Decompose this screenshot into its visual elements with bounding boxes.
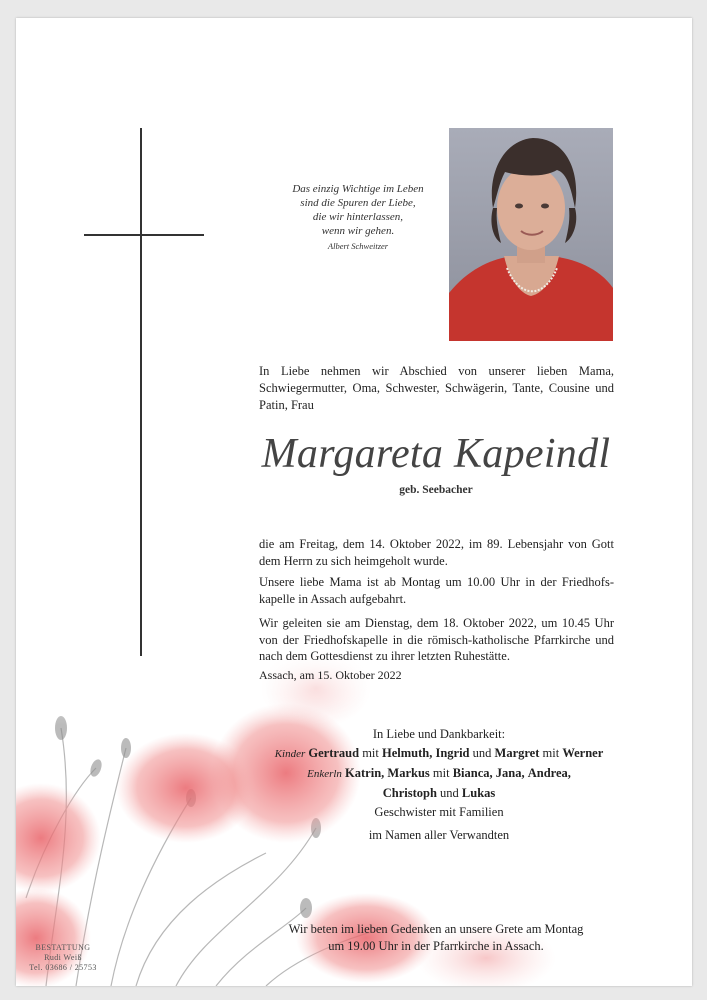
connector-word: und — [440, 786, 459, 800]
child-name: Margret — [494, 746, 540, 760]
grandchild-name: Lukas — [461, 786, 496, 800]
connector-word: und — [472, 746, 492, 760]
stamp-line: Rudi Weiß — [44, 953, 82, 962]
grandchild-name: Bianca, — [452, 766, 493, 780]
grandchild-name: Jana, — [495, 766, 525, 780]
funeral-home-stamp — [24, 943, 102, 973]
grandchildren-label: Enkerln — [307, 768, 342, 780]
quote — [248, 182, 468, 253]
portrait-photo — [449, 128, 613, 341]
grandchild-name: Andrea, — [527, 766, 571, 780]
children-line — [254, 744, 624, 764]
child-name: Helmuth, — [381, 746, 433, 760]
prayer-notice — [256, 921, 616, 955]
quote-line: wenn wir gehen. — [321, 225, 395, 237]
prayer-line: um 19.00 Uhr in der Pfarrkirche in Assach. — [328, 939, 544, 953]
intro-text: In Liebe nehmen wir Abschied von unserer lieben Mama, Schwiegermutter, Oma, Schwester, Schwägerin, Tante, Cousine und Patin, Frau — [259, 364, 614, 412]
birth-name: geb. Seebacher — [399, 484, 473, 496]
relatives-line: im Namen aller Verwandten — [368, 828, 510, 842]
deceased-name: Margareta Kapeindl — [261, 431, 611, 477]
quote-line: die wir hinterlassen, — [312, 211, 404, 223]
stamp-line: BESTATTUNG — [35, 943, 91, 952]
connector-word: mit — [542, 746, 560, 760]
mourners-heading: In Liebe und Dankbarkeit: — [372, 727, 506, 741]
child-name: Gertraud — [308, 746, 360, 760]
children-label: Kinder — [274, 748, 306, 760]
cross-vertical-bar — [140, 128, 142, 656]
grandchild-name: Christoph — [382, 786, 437, 800]
funeral-paragraph: Wir geleiten sie am Dienstag, dem 18. Oktober 2022, um 10.45 Uhr von der Friedhofskapelle in die römisch-katholische Pfarrkirche und nach dem Gottesdienst zu ihrer letzten Ruhestätte. — [259, 616, 614, 663]
mourners-block — [254, 725, 624, 845]
child-name: Ingrid — [435, 746, 470, 760]
connector-word: mit — [362, 746, 379, 760]
death-paragraph: die am Freitag, dem 14. Oktober 2022, im 89. Lebensjahr von Gott dem Herrn zu sich heimgeholt wurde. — [259, 537, 614, 568]
siblings-line: Geschwister mit Familien — [374, 805, 504, 819]
stamp-line: Tel. 03686 / 25753 — [29, 963, 97, 972]
child-name: Werner — [562, 746, 604, 760]
viewing-paragraph: Unsere liebe Mama ist ab Montag um 10.00 Uhr in der Friedhofs-kapelle in Assach aufgebahrt. — [259, 575, 614, 606]
quote-line: Das einzig Wichtige im Leben — [292, 183, 424, 195]
cross-horizontal-bar — [84, 234, 204, 236]
quote-author: Albert Schweitzer — [327, 241, 389, 251]
prayer-line: Wir beten im lieben Gedenken an unsere Grete am Montag — [288, 922, 584, 936]
connector-word: mit — [432, 766, 450, 780]
grandchild-name: Markus — [387, 766, 430, 780]
grandchild-name: Katrin, — [345, 766, 385, 780]
place-date: Assach, am 15. Oktober 2022 — [259, 668, 402, 682]
quote-line: sind die Spuren der Liebe, — [300, 197, 416, 209]
grandchildren-line — [254, 764, 624, 803]
obituary-sheet — [16, 18, 692, 986]
